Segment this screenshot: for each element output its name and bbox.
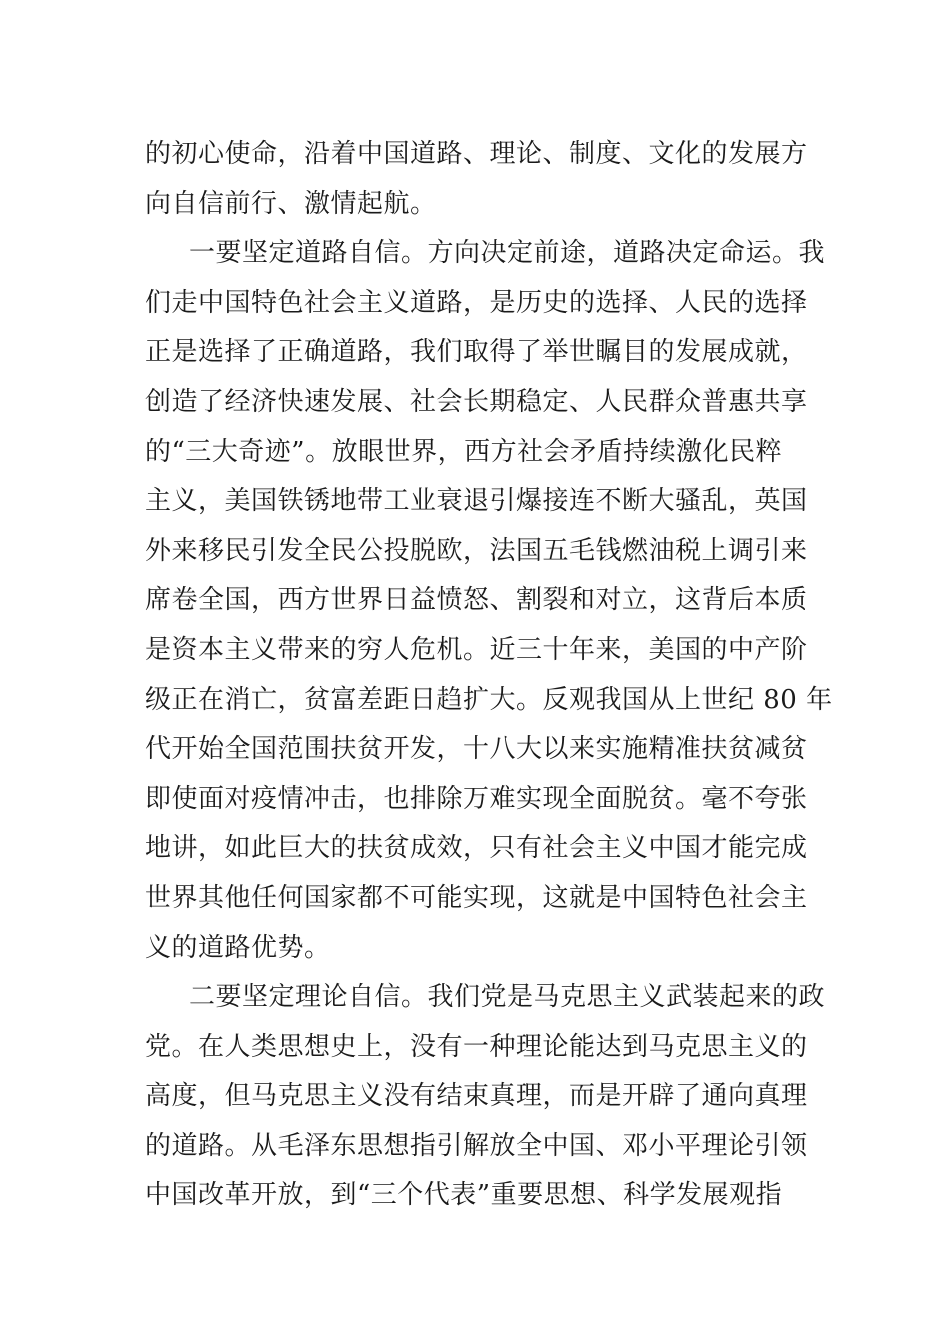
text-line: 的道路。从毛泽东思想指引解放全中国、邓小平理论引领 [145, 1130, 808, 1161]
text-line: 即使面对疫情冲击，也排除万难实现全面脱贫。毫不夸张 [145, 783, 808, 814]
text-line: 的“三大奇迹”。放眼世界，西方社会矛盾持续激化民粹 [145, 436, 783, 467]
text-line: 创造了经济快速发展、社会长期稳定、人民群众普惠共享 [145, 386, 808, 417]
text-line: 世界其他任何国家都不可能实现，这就是中国特色社会主 [145, 882, 808, 913]
body-text [145, 130, 833, 1221]
text-line: 党。在人类思想史上，没有一种理论能达到马克思主义的 [145, 1031, 808, 1062]
text-line: 高度，但马克思主义没有结束真理，而是开辟了通向真理 [145, 1081, 808, 1112]
text-line: 是资本主义带来的穷人危机。近三十年来，美国的中产阶 [145, 634, 808, 665]
text-line: 向自信前行、激情起航。 [145, 188, 437, 219]
text-line: 的初心使命，沿着中国道路、理论、制度、文化的发展方 [145, 139, 808, 169]
text-line: 义的道路优势。 [145, 932, 331, 963]
text-line: 席卷全国，西方世界日益愤怒、割裂和对立，这背后本质 [145, 585, 808, 616]
text-line: 级正在消亡，贫富差距日趋扩大。反观我国从上世纪 80 年 [145, 684, 833, 715]
text-line: 外来移民引发全民公投脱欧，法国五毛钱燃油税上调引来 [145, 535, 808, 566]
text-line: 代开始全国范围扶贫开发，十八大以来实施精准扶贫减贫 [145, 734, 808, 765]
text-line: 中国改革开放，到“三个代表”重要思想、科学发展观指 [145, 1180, 783, 1211]
text-line: 正是选择了正确道路，我们取得了举世瞩目的发展成就， [145, 337, 808, 368]
text-line: 主义，美国铁锈地带工业衰退引爆接连不断大骚乱，英国 [145, 486, 808, 517]
paragraph-start-line: 一要坚定道路自信。方向决定前途，道路决定命运。我 [189, 238, 826, 269]
paragraph-start-line: 二要坚定理论自信。我们党是马克思主义武装起来的政 [189, 982, 826, 1013]
text-line: 们走中国特色社会主义道路，是历史的选择、人民的选择 [145, 287, 808, 318]
text-line: 地讲，如此巨大的扶贫成效，只有社会主义中国才能完成 [145, 833, 808, 864]
